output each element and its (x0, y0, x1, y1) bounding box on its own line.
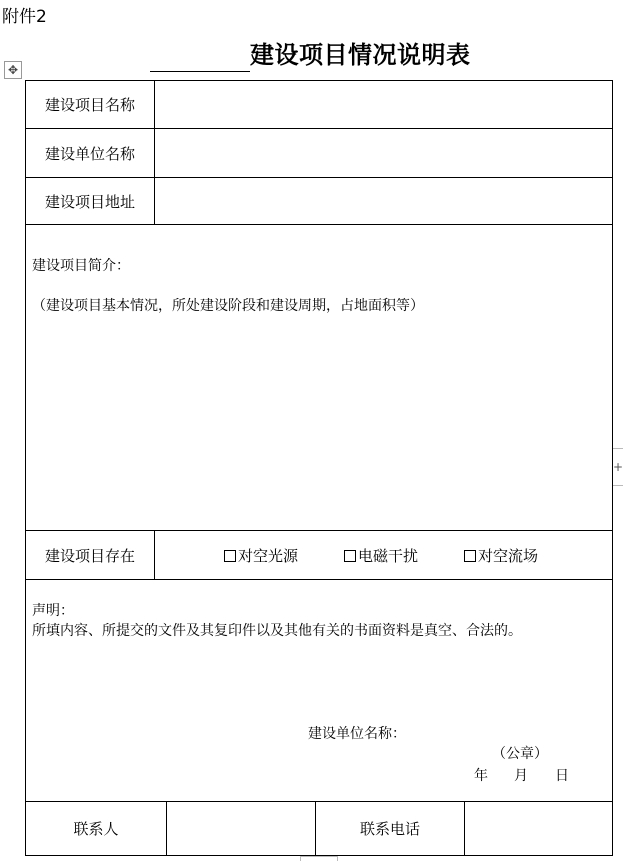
info-table (25, 80, 613, 856)
option-light-checkbox[interactable] (224, 545, 298, 566)
row-declaration[interactable] (26, 580, 612, 802)
contact-label: 联系人 (73, 820, 119, 838)
attachment-label: 附件2 (2, 7, 47, 27)
declaration-text: 所填内容、所提交的文件及其复印件以及其他有关的书面资料是真空、合法的。 (32, 623, 522, 639)
contact-field[interactable] (167, 802, 315, 855)
project-name-label: 建设项目名称 (26, 81, 155, 128)
option-flow-checkbox[interactable] (464, 545, 538, 566)
date-month: 月 (514, 768, 528, 784)
title-row (150, 34, 471, 72)
checkbox-icon (224, 550, 236, 562)
row-exists (26, 531, 612, 580)
page-scroll-handle[interactable] (300, 856, 338, 861)
option-flow-label: 对空流场 (478, 547, 539, 565)
row-address (26, 178, 612, 225)
checkbox-icon (464, 550, 476, 562)
table-resize-handle-icon[interactable]: + (612, 448, 623, 486)
page-title: 建设项目情况说明表 (250, 40, 471, 69)
row-unit-name (26, 129, 612, 178)
declaration-heading: 声明： (32, 603, 74, 619)
project-name-field[interactable] (155, 81, 612, 128)
checkbox-icon (344, 550, 356, 562)
row-contact (26, 802, 612, 855)
unit-name-field[interactable] (155, 129, 612, 177)
option-em-checkbox[interactable] (344, 545, 418, 566)
phone-field[interactable] (465, 802, 612, 855)
address-label: 建设项目地址 (26, 178, 155, 224)
seal-text: （公章） (492, 746, 548, 762)
option-light-label: 对空光源 (238, 547, 299, 565)
row-project-name (26, 81, 612, 129)
exists-label: 建设项目存在 (26, 531, 155, 579)
phone-label: 联系电话 (359, 820, 420, 838)
table-move-handle-icon[interactable]: ✥ (4, 61, 22, 79)
unit-name-label: 建设单位名称 (26, 129, 155, 177)
row-summary[interactable] (26, 225, 612, 531)
date-day: 日 (555, 768, 569, 784)
address-field[interactable] (155, 178, 612, 224)
summary-heading: 建设项目简介： (32, 258, 130, 274)
title-blank-line[interactable] (150, 37, 250, 72)
summary-hint: （建设项目基本情况，所处建设阶段和建设周期，占地面积等） (32, 298, 424, 314)
date-year: 年 (474, 768, 488, 784)
option-em-label: 电磁干扰 (358, 547, 419, 565)
declaration-unit-name: 建设单位名称： (308, 726, 406, 742)
